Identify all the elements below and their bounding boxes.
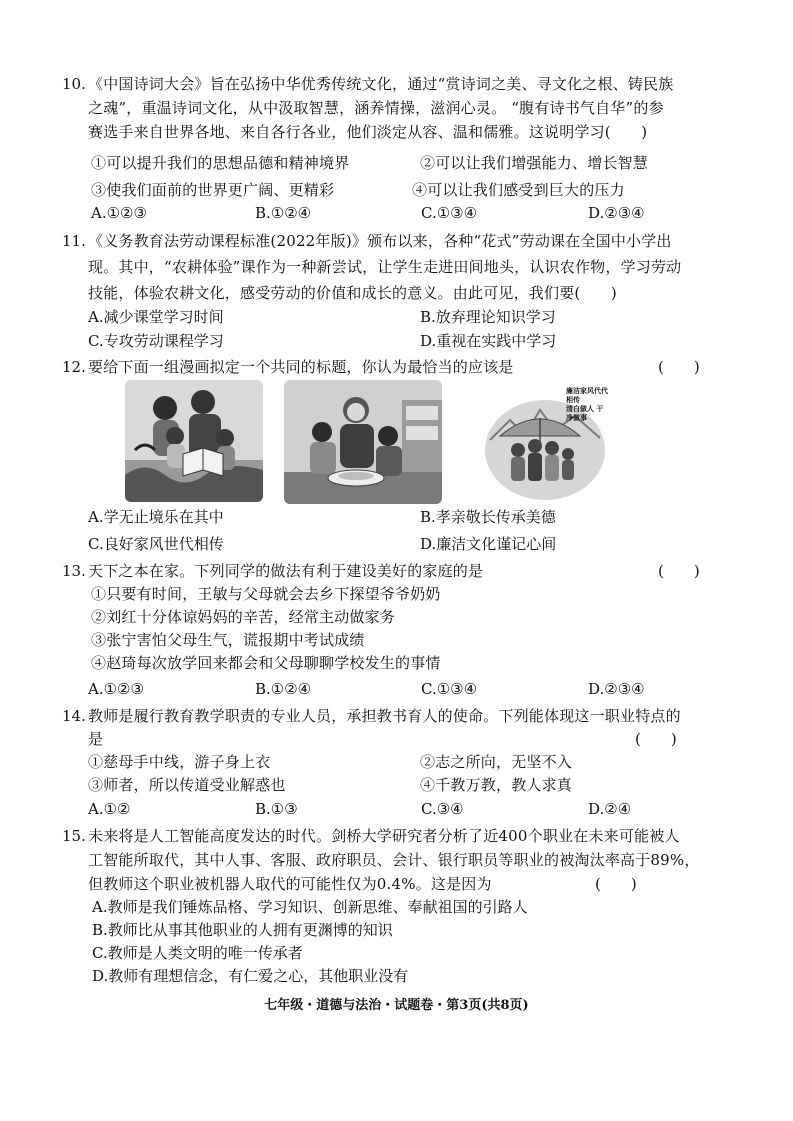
option-c[interactable]: C.良好家风世代相传 bbox=[88, 535, 224, 553]
statement-item: ③使我们面前的世界更广阔、更精彩 bbox=[91, 181, 335, 199]
question-number: 10. bbox=[62, 75, 86, 93]
option-b[interactable]: B.①②④ bbox=[255, 204, 312, 222]
option-a[interactable]: A.学无止境乐在其中 bbox=[88, 508, 224, 526]
question-number: 15. bbox=[62, 827, 86, 845]
statement-item: ①慈母手中线，游子身上衣 bbox=[88, 753, 271, 771]
option-a[interactable]: A.教师是我们锤炼品格、学习知识、创新思维、奉献祖国的引路人 bbox=[92, 898, 528, 916]
question-number: 12. bbox=[62, 358, 86, 376]
comic-grandparents-children bbox=[284, 380, 442, 504]
question-stem-line: 教师是履行教育教学职责的专业人员，承担教书育人的使命。下列能体现这一职业特点的 bbox=[88, 707, 681, 725]
option-b[interactable]: B.教师比从事其他职业的人拥有更渊博的知识 bbox=[92, 921, 393, 939]
question-stem-line: 是 bbox=[88, 730, 104, 748]
statement-item: ④可以让我们感受到巨大的压力 bbox=[412, 181, 625, 199]
answer-bracket[interactable]: ( ) bbox=[658, 358, 700, 376]
comic-caption-line: 廉洁家风代代相传 bbox=[566, 386, 608, 404]
statement-item: ③张宁害怕父母生气，谎报期中考试成绩 bbox=[91, 631, 365, 649]
question-number: 13. bbox=[62, 562, 86, 580]
question-number: 14. bbox=[62, 707, 86, 725]
option-d[interactable]: D.重视在实践中学习 bbox=[420, 332, 557, 350]
answer-bracket[interactable]: ( ) bbox=[658, 562, 700, 580]
question-stem-line: 《义务教育法劳动课程标准(2022年版)》颁布以来，各种“花式”劳动课在全国中小学出 bbox=[88, 232, 672, 250]
option-c[interactable]: C.①③④ bbox=[421, 680, 478, 698]
option-a[interactable]: A.①② bbox=[88, 800, 131, 818]
question-stem: 要给下面一组漫画拟定一个共同的标题，你认为最恰当的应该是 bbox=[88, 358, 514, 376]
option-c[interactable]: C.③④ bbox=[421, 800, 464, 818]
question-stem-line: 未来将是人工智能高度发达的时代。剑桥大学研究者分析了近400个职业在未来可能被人 bbox=[88, 827, 680, 845]
option-c[interactable]: C.教师是人类文明的唯一传承者 bbox=[92, 944, 303, 962]
option-d[interactable]: D.②④ bbox=[588, 800, 632, 818]
comic-caption-line: 清白做人 干净做事 bbox=[566, 404, 604, 422]
option-b[interactable]: B.①②④ bbox=[255, 680, 312, 698]
statement-item: ③师者，所以传道受业解惑也 bbox=[88, 776, 286, 794]
option-b[interactable]: B.放弃理论知识学习 bbox=[420, 308, 556, 326]
option-d[interactable]: D.教师有理想信念，有仁爱之心，其他职业没有 bbox=[92, 967, 409, 985]
option-d[interactable]: D.廉洁文化谨记心间 bbox=[420, 535, 557, 553]
question-stem-line: 技能，体验农耕文化，感受劳动的价值和成长的意义。由此可见，我们要( ) bbox=[88, 284, 617, 302]
family-reading-illustration bbox=[125, 380, 263, 502]
option-d[interactable]: D.②③④ bbox=[588, 680, 645, 698]
question-stem-line: 工智能所取代，其中人事、客服、政府职员、会计、银行职员等职业的被淘汰率高于89%， bbox=[88, 851, 700, 869]
question-stem-line: 赛选手来自世界各地、来自各行各业，他们淡定从容、温和儒雅。这说明学习( ) bbox=[88, 123, 648, 141]
question-stem-line: 《中国诗词大会》旨在弘扬中华优秀传统文化，通过“赏诗词之美、寻文化之根、铸民族 bbox=[88, 75, 674, 93]
answer-bracket[interactable]: ( ) bbox=[635, 730, 677, 748]
comic-integrity-family bbox=[480, 380, 610, 504]
option-a[interactable]: A.①②③ bbox=[91, 204, 147, 222]
option-d[interactable]: D.②③④ bbox=[588, 204, 645, 222]
statement-item: ②可以让我们增强能力、增长智慧 bbox=[420, 154, 649, 172]
question-stem: 天下之本在家。下列同学的做法有利于建设美好的家庭的是 bbox=[88, 562, 484, 580]
statement-item: ②志之所向，无坚不入 bbox=[420, 753, 573, 771]
option-c[interactable]: C.专攻劳动课程学习 bbox=[88, 332, 224, 350]
statement-item: ①可以提升我们的思想品德和精神境界 bbox=[91, 154, 350, 172]
option-c[interactable]: C.①③④ bbox=[421, 204, 478, 222]
question-stem-line: 之魂”，重温诗词文化，从中汲取智慧，涵养情操，滋润心灵。 “腹有诗书气自华”的参 bbox=[88, 99, 664, 117]
question-number: 11. bbox=[62, 232, 86, 250]
question-stem-line: 但教师这个职业被机器人取代的可能性仅为0.4%。这是因为 bbox=[88, 875, 492, 893]
statement-item: ①只要有时间，王敏与父母就会去乡下探望爷爷奶奶 bbox=[91, 585, 441, 603]
comic-family-reading bbox=[125, 380, 263, 502]
page-footer: 七年级・道德与法治・试题卷・第3页(共8页) bbox=[264, 998, 529, 1013]
option-a[interactable]: A.减少课堂学习时间 bbox=[88, 308, 224, 326]
statement-item: ④千教万教，教人求真 bbox=[420, 776, 573, 794]
option-b[interactable]: B.孝亲敬长传承美德 bbox=[420, 508, 556, 526]
statement-item: ②刘红十分体谅妈妈的辛苦，经常主动做家务 bbox=[91, 608, 396, 626]
comic-caption bbox=[566, 386, 610, 422]
statement-item: ④赵琦每次放学回来都会和父母聊聊学校发生的事情 bbox=[91, 654, 441, 672]
answer-bracket[interactable]: ( ) bbox=[595, 875, 637, 893]
option-a[interactable]: A.①②③ bbox=[88, 680, 144, 698]
question-stem-line: 现。其中，“农耕体验”课作为一种新尝试，让学生走进田间地头，认识农作物，学习劳动 bbox=[88, 258, 682, 276]
grandparents-illustration bbox=[284, 380, 442, 504]
option-b[interactable]: B.①③ bbox=[255, 800, 298, 818]
